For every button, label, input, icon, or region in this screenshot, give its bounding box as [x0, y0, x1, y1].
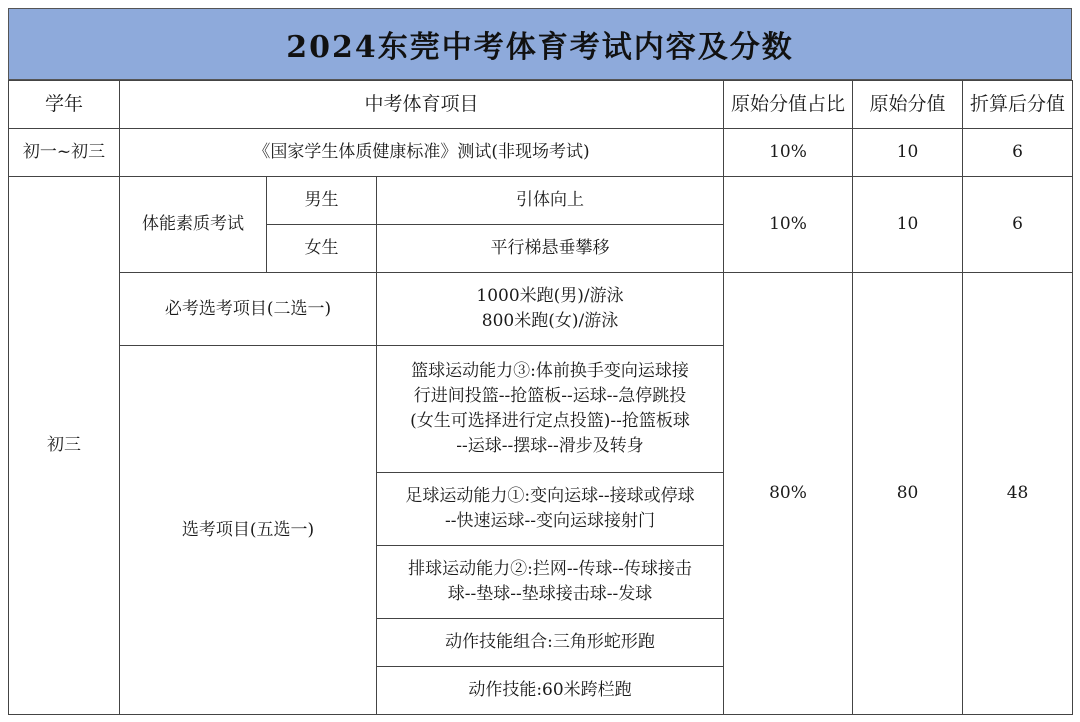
required-category-cell: 必考选考项目(二选一)	[120, 273, 377, 346]
combo-item-cell: 动作技能组合:三角形蛇形跑	[377, 619, 724, 667]
raw-cell: 10	[853, 129, 963, 177]
score-table	[8, 80, 1073, 715]
header-raw: 原始分值	[853, 81, 963, 129]
female-item-cell: 平行梯悬垂攀移	[377, 225, 724, 273]
football-item-cell: 足球运动能力①:变向运球--接球或停球 --快速运球--变向运球接射门	[377, 473, 724, 546]
ratio-cell: 80%	[724, 273, 853, 715]
table-row	[9, 129, 1073, 177]
header-ratio: 原始分值占比	[724, 81, 853, 129]
elective-category-cell: 选考项目(五选一)	[120, 346, 377, 715]
header-grade: 学年	[9, 81, 120, 129]
ratio-cell: 10%	[724, 177, 853, 273]
male-item-cell: 引体向上	[377, 177, 724, 225]
header-converted: 折算后分值	[963, 81, 1073, 129]
hurdles-item-cell: 动作技能:60米跨栏跑	[377, 667, 724, 715]
grade-cell: 初三	[9, 177, 120, 715]
ratio-cell: 10%	[724, 129, 853, 177]
required-item-cell: 1000米跑(男)/游泳 800米跑(女)/游泳	[377, 273, 724, 346]
raw-cell: 80	[853, 273, 963, 715]
converted-cell: 6	[963, 129, 1073, 177]
male-label-cell: 男生	[267, 177, 377, 225]
title-bar	[8, 8, 1072, 80]
converted-cell: 6	[963, 177, 1073, 273]
converted-cell: 48	[963, 273, 1073, 715]
female-label-cell: 女生	[267, 225, 377, 273]
page-title: 2024东莞中考体育考试内容及分数	[286, 30, 794, 65]
raw-cell: 10	[853, 177, 963, 273]
fitness-category-cell: 体能素质考试	[120, 177, 267, 273]
table-row	[9, 273, 1073, 346]
table-row	[9, 177, 1073, 225]
basketball-item-cell: 篮球运动能力③:体前换手变向运球接 行进间投篮--抢篮板--运球--急停跳投 (女生可选择进行定点投篮)--抢篮板球 --运球--摆球--滑步及转身	[377, 346, 724, 473]
grade-cell: 初一~初三	[9, 129, 120, 177]
item-cell: 《国家学生体质健康标准》测试(非现场考试)	[120, 129, 724, 177]
volleyball-item-cell: 排球运动能力②:拦网--传球--传球接击 球--垫球--垫球接击球--发球	[377, 546, 724, 619]
header-row	[9, 81, 1073, 129]
header-item: 中考体育项目	[120, 81, 724, 129]
